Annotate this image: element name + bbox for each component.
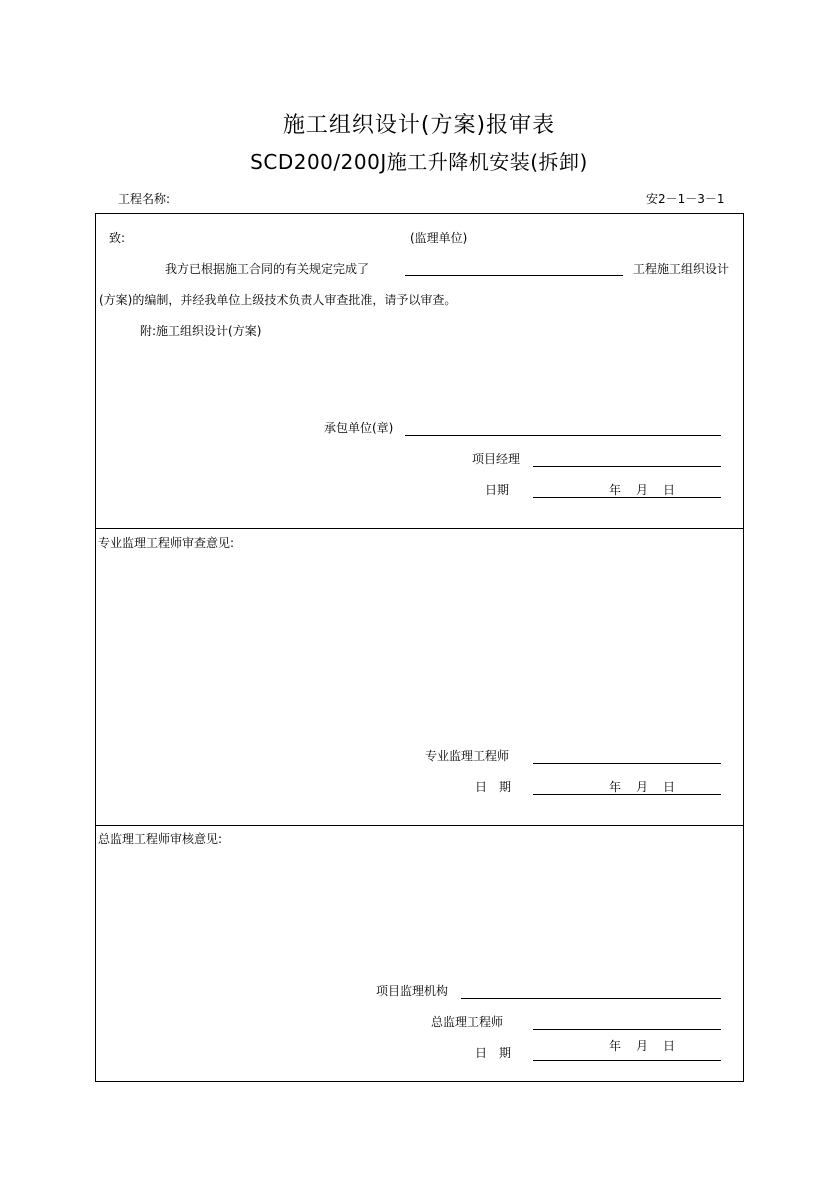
chief-month-label: 月 [636, 1039, 649, 1053]
supervisor-unit-label: (监理单位) [410, 231, 468, 245]
attachment-label: 附:施工组织设计(方案) [140, 324, 262, 338]
engineer-day-label: 日 [663, 780, 676, 794]
year-label: 年 [609, 483, 622, 497]
to-label: 致: [109, 231, 126, 245]
date-line[interactable] [533, 497, 721, 498]
chief-year-label: 年 [609, 1039, 622, 1053]
form-frame [95, 213, 744, 1082]
project-name-label: 工程名称: [118, 192, 171, 206]
chief-date-line[interactable] [533, 1060, 721, 1061]
project-manager-label: 项目经理 [472, 452, 521, 466]
statement-line2: (方案)的编制，并经我单位上级技术负责人审查批准，请予以审查。 [99, 293, 457, 307]
page-title: 施工组织设计(方案)报审表 [282, 113, 556, 138]
supervision-org-line[interactable] [461, 998, 721, 999]
project-manager-signature-line[interactable] [533, 466, 721, 467]
section-divider-1 [95, 528, 744, 529]
chief-date-label: 日 期 [475, 1046, 512, 1060]
month-label: 月 [636, 483, 649, 497]
contractor-label: 承包单位(章) [324, 421, 394, 435]
day-label: 日 [663, 483, 676, 497]
engineer-year-label: 年 [609, 780, 622, 794]
statement-line1-suffix: 工程施工组织设计 [633, 262, 730, 276]
chief-engineer-label: 总监理工程师 [431, 1015, 504, 1029]
form-code: 安2－1－3－1 [646, 192, 725, 206]
engineer-month-label: 月 [636, 780, 649, 794]
chief-review-heading: 总监理工程师审核意见: [98, 832, 223, 846]
engineer-label: 专业监理工程师 [425, 749, 510, 763]
engineer-date-label: 日 期 [475, 780, 512, 794]
project-name-blank[interactable] [405, 275, 623, 276]
date-label: 日期 [485, 483, 510, 497]
statement-line1: 我方已根据施工合同的有关规定完成了 [165, 262, 370, 276]
supervision-org-label: 项目监理机构 [376, 984, 449, 998]
engineer-review-heading: 专业监理工程师审查意见: [98, 536, 235, 550]
section-divider-2 [95, 825, 744, 826]
contractor-signature-line[interactable] [405, 435, 721, 436]
chief-engineer-signature-line[interactable] [533, 1029, 721, 1030]
chief-day-label: 日 [663, 1039, 676, 1053]
page-subtitle: SCD200/200J施工升降机安装(拆卸) [250, 150, 588, 174]
engineer-signature-line[interactable] [533, 763, 721, 764]
engineer-date-line[interactable] [533, 794, 721, 795]
